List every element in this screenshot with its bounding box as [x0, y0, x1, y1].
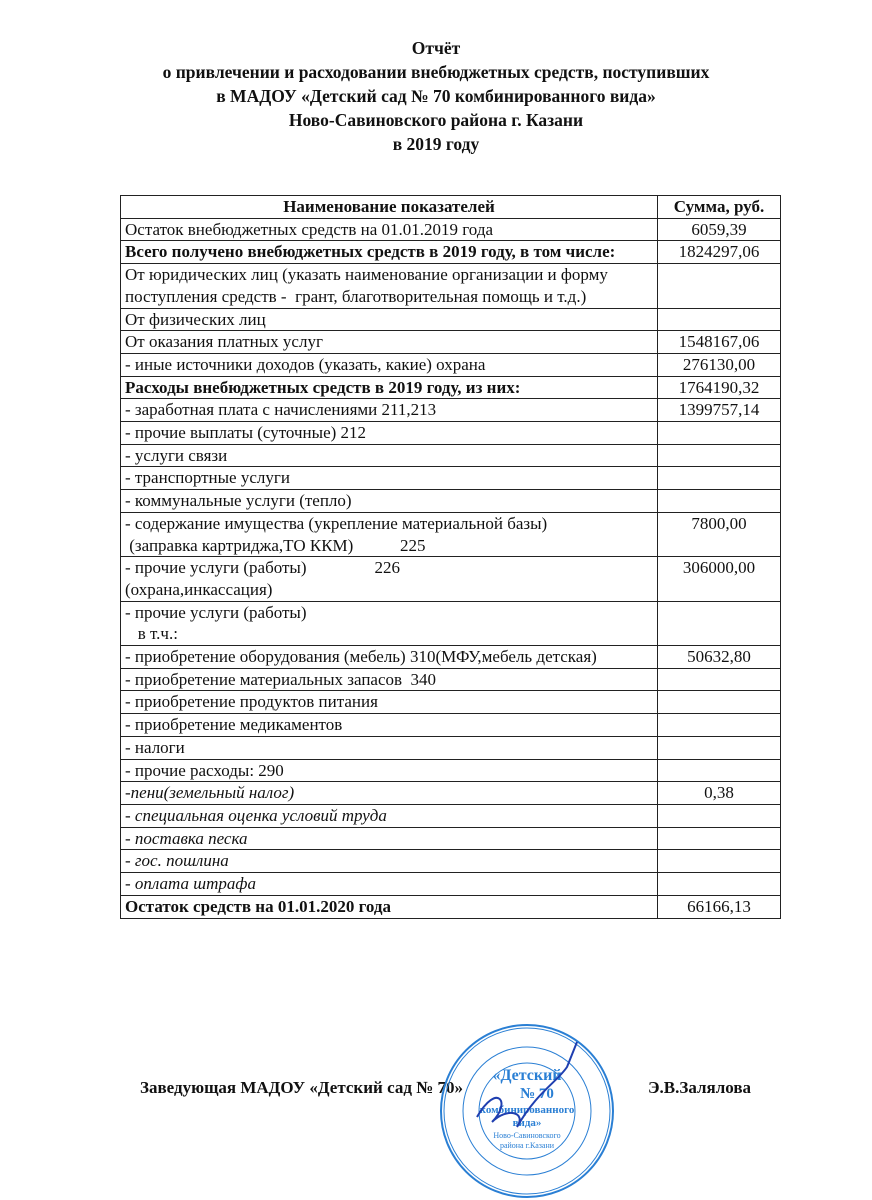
table-row	[121, 353, 781, 376]
document-title	[0, 36, 872, 156]
table-row	[121, 873, 781, 896]
table-row	[121, 601, 781, 645]
row-sum	[658, 873, 781, 896]
table-row	[121, 512, 781, 556]
row-sum	[658, 601, 781, 645]
row-sum: 6059,39	[658, 218, 781, 241]
row-name: - прочие выплаты (суточные) 212	[121, 422, 658, 445]
svg-text:«Детский: «Детский	[492, 1067, 562, 1084]
row-name: - оплата штрафа	[121, 873, 658, 896]
row-sum	[658, 467, 781, 490]
table-row	[121, 331, 781, 354]
row-sum	[658, 691, 781, 714]
table-row	[121, 895, 781, 918]
row-name: - коммунальные услуги (тепло)	[121, 490, 658, 513]
table-row	[121, 218, 781, 241]
row-sum	[658, 490, 781, 513]
title-line: в МАДОУ «Детский сад № 70 комбинированного вида»	[216, 86, 656, 106]
title-line: в 2019 году	[392, 134, 480, 154]
row-name: - иные источники доходов (указать, какие) охрана	[121, 353, 658, 376]
table-row	[121, 759, 781, 782]
table-row	[121, 467, 781, 490]
row-name: - налоги	[121, 736, 658, 759]
row-name: - гос. пошлина	[121, 850, 658, 873]
row-name: - приобретение материальных запасов 340	[121, 668, 658, 691]
row-name: Остаток внебюджетных средств на 01.01.2019 года	[121, 218, 658, 241]
svg-text:№ 70: № 70	[520, 1086, 554, 1102]
svg-text:района г.Казани: района г.Казани	[499, 1141, 555, 1150]
row-sum: 7800,00	[658, 512, 781, 556]
table-row	[121, 399, 781, 422]
row-name: - приобретение оборудования (мебель) 310(МФУ,мебель детская)	[121, 646, 658, 669]
table-row	[121, 782, 781, 805]
table-row	[121, 557, 781, 601]
table-row	[121, 490, 781, 513]
row-sum	[658, 850, 781, 873]
title-line: Ново-Савиновского района г. Казани	[288, 110, 584, 130]
table-row	[121, 714, 781, 737]
column-header-name: Наименование показателей	[121, 196, 658, 219]
row-name: - прочие услуги (работы) в т.ч.:	[121, 601, 658, 645]
row-name: - приобретение продуктов питания	[121, 691, 658, 714]
row-sum	[658, 804, 781, 827]
table-row	[121, 376, 781, 399]
row-sum	[658, 736, 781, 759]
row-name: От физических лиц	[121, 308, 658, 331]
table-row	[121, 444, 781, 467]
row-name: - специальная оценка условий труда	[121, 804, 658, 827]
table-row	[121, 691, 781, 714]
table-row	[121, 646, 781, 669]
row-sum: 0,38	[658, 782, 781, 805]
signature-name: Э.В.Залялова	[648, 1078, 752, 1097]
row-name: - приобретение медикаментов	[121, 714, 658, 737]
row-name: - транспортные услуги	[121, 467, 658, 490]
column-header-sum: Сумма, руб.	[658, 196, 781, 219]
row-name: От оказания платных услуг	[121, 331, 658, 354]
row-sum: 1548167,06	[658, 331, 781, 354]
official-stamp	[437, 1022, 617, 1200]
table-row	[121, 827, 781, 850]
table-row	[121, 422, 781, 445]
svg-text:Ново-Савиновского: Ново-Савиновского	[493, 1131, 561, 1140]
row-name: - поставка песка	[121, 827, 658, 850]
row-name: - прочие расходы: 290	[121, 759, 658, 782]
svg-text:комбинированного: комбинированного	[479, 1104, 575, 1116]
row-name: -пени(земельный налог)	[121, 782, 658, 805]
row-name: - заработная плата с начислениями 211,213	[121, 399, 658, 422]
row-sum: 66166,13	[658, 895, 781, 918]
row-name: От юридических лиц (указать наименование организации и форму поступления средств - грант, благотворительная помощь и т.д.)	[121, 264, 658, 308]
row-name: Всего получено внебюджетных средств в 2019 году, в том числе:	[121, 241, 658, 264]
signature-position: Заведующая МАДОУ «Детский сад № 70»	[140, 1078, 463, 1097]
row-sum: 1824297,06	[658, 241, 781, 264]
row-sum	[658, 308, 781, 331]
row-sum: 276130,00	[658, 353, 781, 376]
row-sum	[658, 759, 781, 782]
row-name: - прочие услуги (работы) 226 (охрана,инкассация)	[121, 557, 658, 601]
title-line: Отчёт	[411, 38, 461, 58]
table-row	[121, 241, 781, 264]
row-name: - услуги связи	[121, 444, 658, 467]
row-name: Остаток средств на 01.01.2020 года	[121, 895, 658, 918]
row-sum	[658, 444, 781, 467]
table-row	[121, 264, 781, 308]
row-sum: 306000,00	[658, 557, 781, 601]
report-table	[120, 195, 781, 919]
table-row	[121, 736, 781, 759]
row-sum	[658, 827, 781, 850]
row-name: Расходы внебюджетных средств в 2019 году, из них:	[121, 376, 658, 399]
table-row	[121, 668, 781, 691]
row-sum	[658, 422, 781, 445]
row-name: - содержание имущества (укрепление материальной базы) (заправка картриджа,ТО ККМ) 225	[121, 512, 658, 556]
row-sum: 1399757,14	[658, 399, 781, 422]
svg-text:вида»: вида»	[512, 1117, 542, 1129]
title-line: о привлечении и расходовании внебюджетных средств, поступивших	[162, 62, 710, 82]
row-sum	[658, 668, 781, 691]
row-sum: 1764190,32	[658, 376, 781, 399]
row-sum: 50632,80	[658, 646, 781, 669]
table-row	[121, 308, 781, 331]
row-sum	[658, 264, 781, 308]
table-header	[121, 196, 781, 219]
row-sum	[658, 714, 781, 737]
table-row	[121, 804, 781, 827]
table-row	[121, 850, 781, 873]
